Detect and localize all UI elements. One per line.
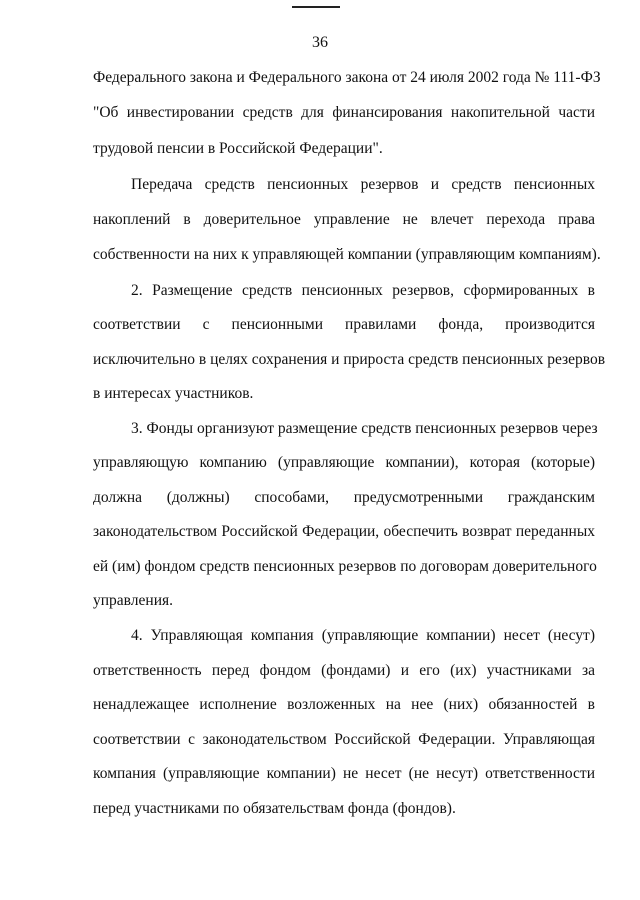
page-number: 36 xyxy=(312,34,328,51)
text-line: ей (им) фондом средств пенсионных резервов по договорам доверительного xyxy=(93,558,597,575)
text-line: Передача средств пенсионных резервов и средств пенсионных xyxy=(131,176,595,193)
text-line: соответствии с пенсионными правилами фонда, производится xyxy=(93,316,595,333)
text-line: ответственность перед фондом (фондами) и его (их) участниками за xyxy=(93,662,595,679)
text-line: соответствии с законодательством Российской Федерации. Управляющая xyxy=(93,731,595,748)
text-line: Федерального закона и Федерального закона от 24 июля 2002 года № 111-ФЗ xyxy=(93,69,601,86)
text-line: в интересах участников. xyxy=(93,385,254,402)
text-line: ненадлежащее исполнение возложенных на нее (них) обязанностей в xyxy=(93,696,595,713)
text-line: трудовой пенсии в Российской Федерации". xyxy=(93,140,383,157)
text-line: собственности на них к управляющей компании (управляющим компаниям). xyxy=(93,246,601,263)
text-line: управляющую компанию (управляющие компании), которая (которые) xyxy=(93,454,595,471)
text-line: перед участниками по обязательствам фонда (фондов). xyxy=(93,800,456,817)
text-line: законодательством Российской Федерации, обеспечить возврат переданных xyxy=(93,523,595,540)
text-line: управления. xyxy=(93,592,173,609)
text-line: "Об инвестировании средств для финансирования накопительной части xyxy=(93,104,595,121)
text-line: должна (должны) способами, предусмотренными гражданским xyxy=(93,489,595,506)
text-line: накоплений в доверительное управление не влечет перехода права xyxy=(93,211,595,228)
text-line: компания (управляющие компании) не несет (не несут) ответственности xyxy=(93,765,595,782)
text-line: 4. Управляющая компания (управляющие компании) несет (несут) xyxy=(131,627,595,644)
text-line: исключительно в целях сохранения и прироста средств пенсионных резервов xyxy=(93,351,606,368)
top-rule xyxy=(292,6,340,8)
text-line: 2. Размещение средств пенсионных резервов, сформированных в xyxy=(131,282,595,299)
text-line: 3. Фонды организуют размещение средств пенсионных резервов через xyxy=(131,420,598,437)
